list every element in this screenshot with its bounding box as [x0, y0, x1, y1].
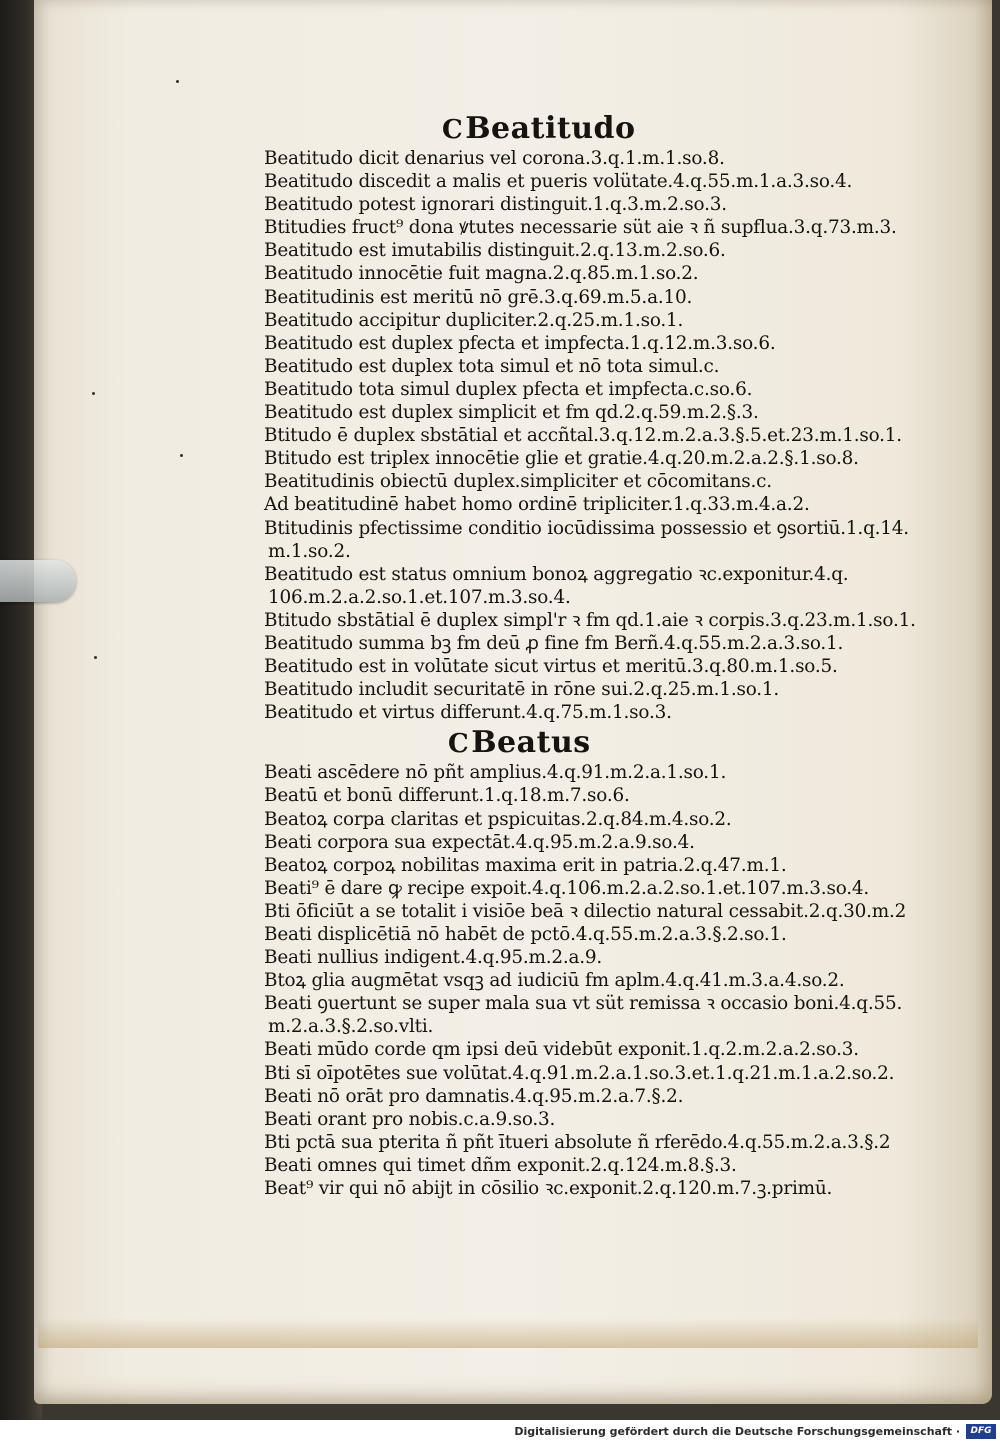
heading-text: Beatus — [471, 725, 591, 761]
index-entry: Btitudinis pfectissime conditio iocūdissima possessio et ꝯsortiū.1.q.14. — [264, 517, 909, 539]
index-entry: Beati ascēdere nō pñt amplius.4.q.91.m.2.a.1.so.1. — [264, 762, 727, 784]
index-entry: Bti sī oīpotētes sue volūtat.4.q.91.m.2.a.1.so.3.et.1.q.21.m.1.a.2.so.2. — [264, 1062, 895, 1084]
index-entry: Beati⁹ ē dare ꝙ recipe expoit.4.q.106.m.2.a.2.so.1.et.107.m.3.so.4. — [264, 877, 870, 899]
paragraph-mark: C — [442, 115, 464, 145]
index-entry: Beatitudo est imutabilis distinguit.2.q.13.m.2.so.6. — [264, 240, 726, 262]
index-entry: Beatitudo est duplex tota simul et nō tota simul.c. — [264, 355, 720, 377]
index-text-block — [264, 111, 916, 1200]
section-heading-beatus — [448, 726, 904, 761]
index-entry: Beatitudo tota simul duplex pfecta et impfecta.c.so.6. — [264, 378, 753, 400]
ink-speck — [94, 656, 97, 659]
funding-credit: Digitalisierung gefördert durch die Deutsche Forschungsgemeinschaft · — [514, 1425, 960, 1438]
index-entry: Beatitudinis est meritū nō grē.3.q.69.m.5.a.10. — [264, 286, 693, 308]
index-entry: Btitudo est triplex innocētie glie et gratie.4.q.20.m.2.a.2.§.1.so.8. — [264, 448, 859, 470]
index-entry: Beatitudo est duplex pfecta et impfecta.1.q.12.m.3.so.6. — [264, 332, 776, 354]
index-entry: Btitudies fruct⁹ dona ꝟtutes necessarie süt aie ꝛ ñ supflua.3.q.73.m.3. — [264, 217, 897, 239]
index-entry: Beatitudo est duplex simplicit et fm qd.2.q.59.m.2.§.3. — [264, 402, 759, 424]
index-entry: Btoꝝ glia augmētat vsqꝫ ad iudiciū fm aplm.4.q.41.m.3.a.4.so.2. — [264, 970, 845, 992]
index-entry: Beatitudo accipitur dupliciter.2.q.25.m.1.so.1. — [264, 309, 684, 331]
index-entry-continuation: 106.m.2.a.2.so.1.et.107.m.3.so.4. — [268, 586, 571, 608]
index-entry: Beatitudo discedit a malis et pueris volütate.4.q.55.m.1.a.3.so.4. — [264, 171, 853, 193]
entries-beatus — [264, 761, 907, 1200]
index-entry: Beati displicētiā nō habēt de pctō.4.q.55.m.2.a.3.§.2.so.1. — [264, 924, 787, 945]
index-entry: Beati nullius indigent.4.q.95.m.2.a.9. — [264, 947, 603, 969]
index-entry: Btitudo sbstātial ē duplex simpl'r ꝛ fm qd.1.aie ꝛ corpis.3.q.23.m.1.so.1. — [264, 609, 916, 631]
digitization-footer — [0, 1420, 1000, 1444]
index-entry: Btitudo ē duplex sbstātial et accñtal.3.q.12.m.2.a.3.§.5.et.23.m.1.so.1. — [264, 425, 902, 447]
index-entry: Beati orant pro nobis.c.a.9.so.3. — [264, 1108, 556, 1130]
index-entry: Beatitudo est status omnium bonoꝝ aggregatio ꝛc.exponitur.4.q. — [264, 563, 849, 585]
entries-beatitudo — [264, 147, 916, 724]
ink-speck — [176, 80, 179, 83]
heading-text: Beatitudo — [465, 111, 636, 146]
index-entry: Beati nō orāt pro damnatis.4.q.95.m.2.a.7.§.2. — [264, 1085, 684, 1107]
index-entry-continuation: m.1.so.2. — [268, 540, 351, 562]
ink-speck — [92, 392, 95, 395]
index-entry: Beatitudo includit securitatē in rōne sui.2.q.25.m.1.so.1. — [264, 679, 780, 701]
index-entry-continuation: m.2.a.3.§.2.so.vlti. — [268, 1016, 434, 1038]
index-entry: Beatitudo est in volūtate sicut virtus et meritū.3.q.80.m.1.so.5. — [264, 656, 838, 678]
dfg-logo: DFG — [966, 1424, 996, 1439]
index-entry: Beati mūdo corde qm ipsi deū videbūt exponit.1.q.2.m.2.a.2.so.3. — [264, 1039, 859, 1061]
index-entry: Beati omnes qui timet dñm exponit.2.q.124.m.8.§.3. — [264, 1154, 737, 1176]
index-entry: Beatoꝝ corpoꝝ nobilitas maxima erit in patria.2.q.47.m.1. — [264, 854, 787, 876]
index-entry: Beatitudo et virtus differunt.4.q.75.m.1.so.3. — [264, 702, 672, 724]
index-entry: Bti ōficiūt a se totalit i visiōe beā ꝛ dilectio natural cessabit.2.q.30.m.2 — [264, 900, 907, 922]
index-entry: Ad beatitudinē habet homo ordinē tripliciter.1.q.33.m.4.a.2. — [264, 494, 810, 516]
section-heading-beatitudo — [442, 112, 904, 147]
index-entry: Beatitudo summa bꝫ fm deū ꝓ fine fm Berñ.4.q.55.m.2.a.3.so.1. — [264, 632, 844, 654]
index-entry: Beatitudinis obiectū duplex.simpliciter et cōcomitans.c. — [264, 471, 772, 493]
index-entry: Beatitudo potest ignorari distinguit.1.q.3.m.2.so.3. — [264, 194, 727, 216]
index-entry: Beatitudo innocētie fuit magna.2.q.85.m.1.so.2. — [264, 263, 699, 285]
page-clip — [0, 560, 76, 602]
index-entry: Beat⁹ vir qui nō abijt in cōsilio ꝛc.exponit.2.q.120.m.7.ꝫ.primū. — [264, 1178, 833, 1200]
index-entry: Beatoꝝ corpa claritas et pspicuitas.2.q.84.m.4.so.2. — [264, 808, 732, 830]
index-entry: Bti pctā sua pterita ñ pñt ītueri absolute ñ rferēdo.4.q.55.m.2.a.3.§.2 — [264, 1131, 891, 1153]
page-bottom-edge — [38, 1318, 978, 1348]
ink-speck — [180, 454, 183, 457]
index-entry: Beati ꝯuertunt se super mala sua vt süt remissa ꝛ occasio boni.4.q.55. — [264, 993, 903, 1015]
index-entry: Beatitudo dicit denarius vel corona.3.q.1.m.1.so.8. — [264, 148, 725, 169]
index-entry: Beati corpora sua expectāt.4.q.95.m.2.a.9.so.4. — [264, 831, 695, 853]
paragraph-mark: C — [448, 729, 470, 760]
index-entry: Beatū et bonū differunt.1.q.18.m.7.so.6. — [264, 785, 630, 807]
